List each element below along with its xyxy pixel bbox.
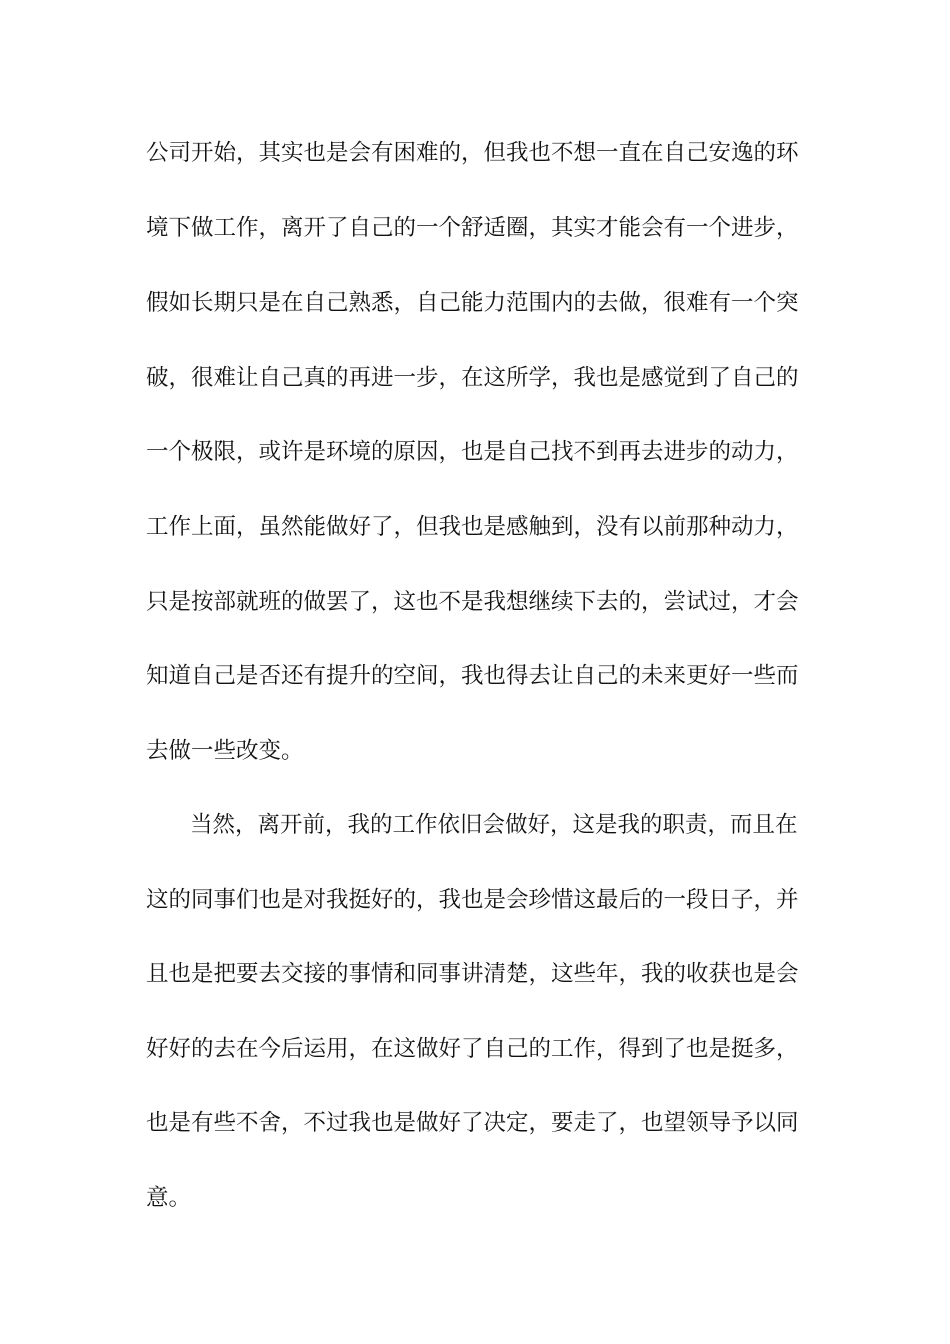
text-line: 一个极限，或许是环境的原因，也是自己找不到再去进步的动力， xyxy=(146,439,799,465)
text-line: 公司开始，其实也是会有困难的，但我也不想一直在自己安逸的环 xyxy=(146,140,799,166)
text-line: 这的同事们也是对我挺好的，我也是会珍惜这最后的一段日子，并 xyxy=(146,887,799,913)
text-line: 工作上面，虽然能做好了，但我也是感触到，没有以前那种动力， xyxy=(146,514,799,540)
text-line: 好好的去在今后运用，在这做好了自己的工作，得到了也是挺多， xyxy=(146,1036,799,1062)
text-line: 假如长期只是在自己熟悉，自己能力范围内的去做，很难有一个突 xyxy=(146,290,799,316)
text-line: 境下做工作，离开了自己的一个舒适圈，其实才能会有一个进步， xyxy=(146,215,799,241)
text-line: 也是有些不舍，不过我也是做好了决定，要走了，也望领导予以同 xyxy=(146,1110,799,1136)
text-line: 只是按部就班的做罢了，这也不是我想继续下去的，尝试过，才会 xyxy=(146,589,799,615)
text-line: 且也是把要去交接的事情和同事讲清楚，这些年，我的收获也是会 xyxy=(146,961,799,987)
text-line: 知道自己是否还有提升的空间，我也得去让自己的未来更好一些而 xyxy=(146,663,799,689)
text-line: 当然，离开前，我的工作依旧会做好，这是我的职责，而且在 xyxy=(190,812,798,838)
text-line: 去做一些改变。 xyxy=(146,738,304,764)
text-line: 意。 xyxy=(146,1185,192,1211)
text-line: 破，很难让自己真的再进一步，在这所学，我也是感觉到了自己的 xyxy=(146,365,799,391)
